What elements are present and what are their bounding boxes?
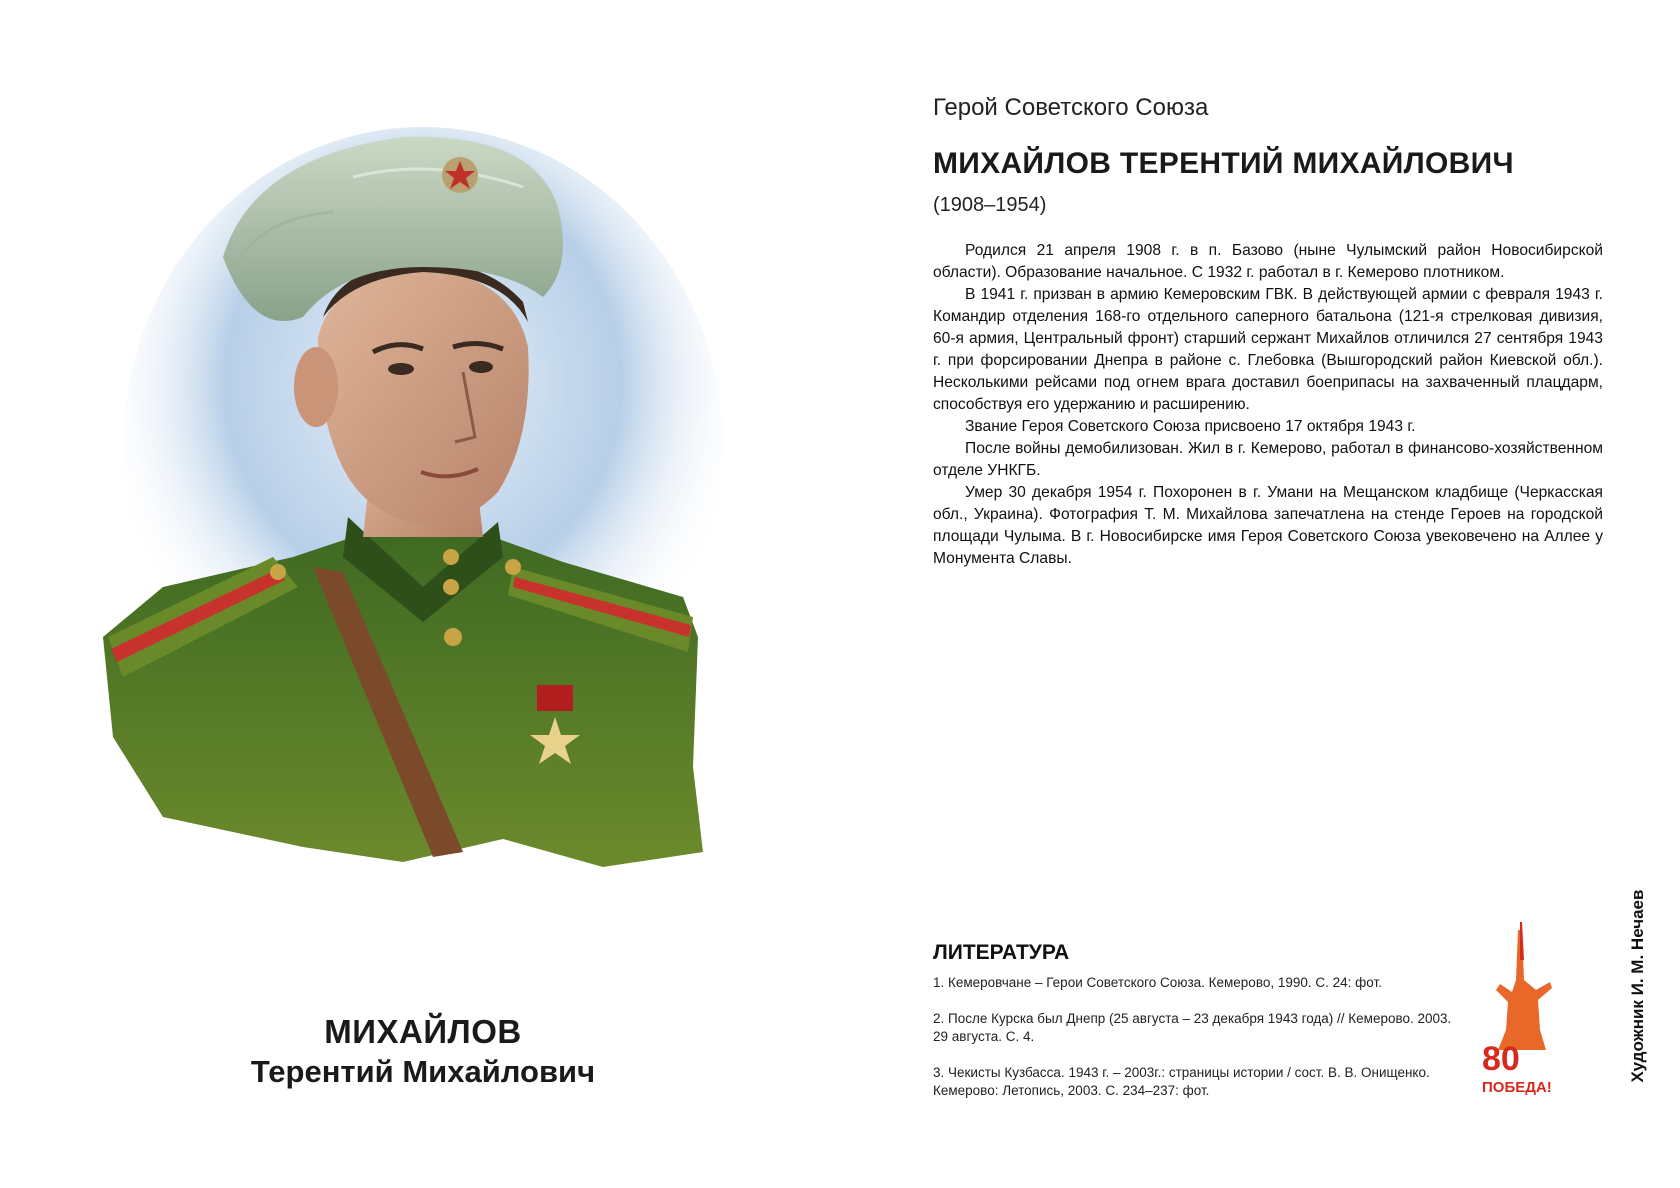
victory-80-logo xyxy=(1480,920,1562,1100)
bio-paragraph: Родился 21 апреля 1908 г. в п. Базово (ныне Чулымский район Новосибирской области). Образование начальное. С 1932 г. работал в г. Кемерово плотником. xyxy=(933,242,1603,281)
bio-paragraph: В 1941 г. призван в армию Кемеровским ГВК. В действующей армии с февраля 1943 г. Командир отделения 168-го отдельного саперного батальона (121-я стрелковая дивизия, 60-я армия, Центральный фронт) старший сержант Михайлов отличился 27 сентября 1943 г. при форсировании Днепра в районе с. Глебовка (Вышгородский район Киевской обл.). Несколькими рейсами под огнем врага доставил боеприпасы на захваченный плацдарм, способствуя его удержанию и расширению. xyxy=(933,286,1603,413)
artist-credit xyxy=(1618,870,1658,1102)
hero-full-name: МИХАЙЛОВ ТЕРЕНТИЙ МИХАЙЛОВИЧ xyxy=(933,147,1514,180)
portrait-caption xyxy=(103,1012,743,1092)
literature-list xyxy=(933,974,1453,1118)
literature-item: 3. Чекисты Кузбасса. 1943 г. – 2003г.: страницы истории / сост. В. В. Онищенко. Кемерово: Летопись, 2003. С. 234–237: фот. xyxy=(933,1065,1430,1098)
hero-title-subtitle: Герой Советского Союза xyxy=(933,94,1209,121)
bio-paragraph: Звание Героя Советского Союза присвоено 17 октября 1943 г. xyxy=(965,418,1416,435)
bio-paragraph: После войны демобилизован. Жил в г. Кемерово, работал в финансово-хозяйственном отделе УНКГБ. xyxy=(933,440,1603,479)
bio-paragraph: Умер 30 декабря 1954 г. Похоронен в г. Умани на Мещанском кладбище (Черкасская обл., Украина). Фотография Т. М. Михайлова запечатлена на стенде Героев на городской площади Чулыма. В г. Новосибирске имя Героя Советского Союза увековечено на Аллее у Монумента Славы. xyxy=(933,484,1603,567)
biography-text xyxy=(933,240,1603,570)
literature-item: 2. После Курска был Днепр (25 августа – 23 декабря 1943 года) // Кемерово. 2003. 29 августа. С. 4. xyxy=(933,1011,1452,1044)
literature-item: 1. Кемеровчане – Герои Советского Союза. Кемерово, 1990. С. 24: фот. xyxy=(933,975,1382,990)
logo-text: ПОБЕДА! xyxy=(1482,1079,1552,1096)
portrait-painting xyxy=(103,117,743,927)
caption-surname: МИХАЙЛОВ xyxy=(324,1013,522,1050)
right-page xyxy=(840,0,1680,1188)
life-years: (1908–1954) xyxy=(933,194,1047,216)
artist-credit-text: Художник И. М. Нечаев xyxy=(1628,889,1647,1083)
logo-number: 80 xyxy=(1482,1040,1520,1078)
caption-given-names: Терентий Михайлович xyxy=(250,1054,596,1089)
literature-heading: ЛИТЕРАТУРА xyxy=(933,941,1070,964)
